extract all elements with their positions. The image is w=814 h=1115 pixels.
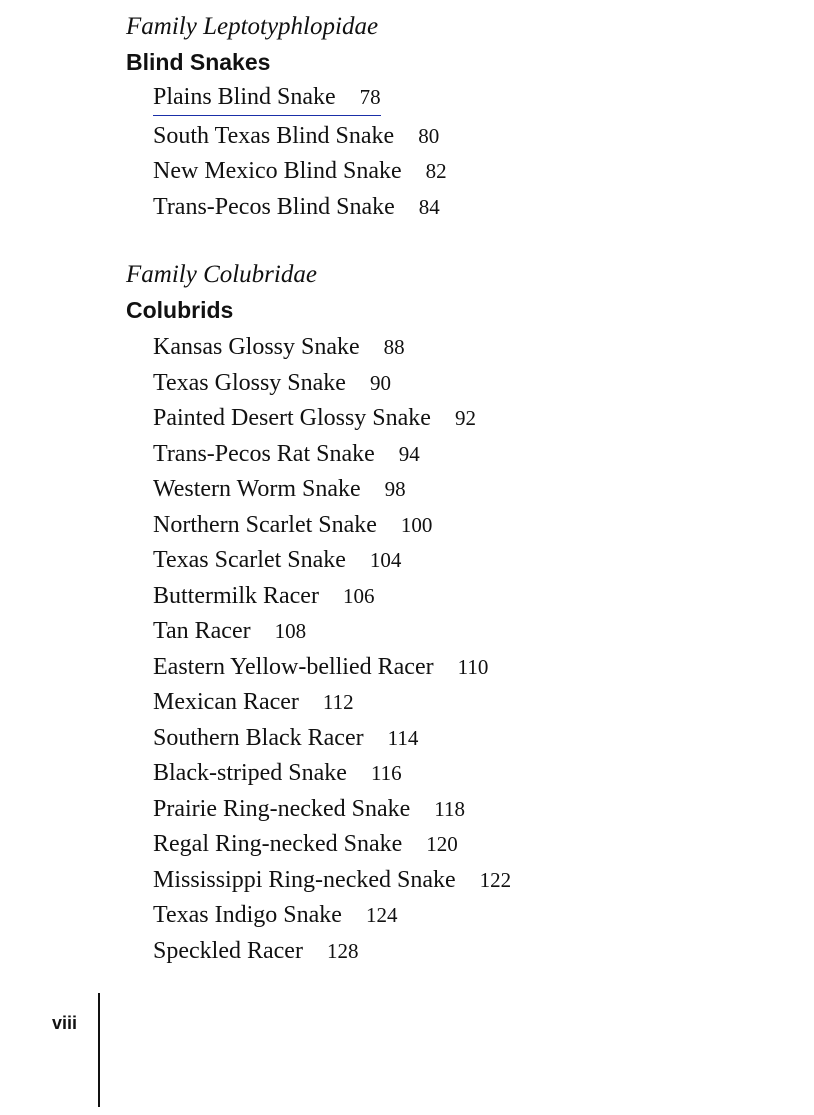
entry-page: 84 [418,194,440,219]
entry-name: New Mexico Blind Snake [153,158,402,184]
entry-name: Southern Black Racer [153,724,364,751]
entry-name: Tan Racer [153,618,251,644]
toc-entry[interactable] [153,366,511,402]
entry-name: Trans-Pecos Rat Snake [153,440,375,467]
entry-name: Painted Desert Glossy Snake [153,405,431,431]
entry-page: 112 [322,690,354,714]
toc-entry[interactable] [153,827,511,863]
family-heading-colubridae: Family Colubridae [126,261,317,288]
toc-entry[interactable] [153,190,447,226]
entry-page: 110 [457,654,489,679]
toc-entry[interactable] [153,898,511,934]
entry-page: 124 [365,903,398,927]
entry-page: 88 [383,335,405,359]
entry-page: 122 [479,867,512,892]
toc-entry[interactable] [153,119,447,155]
page-folio: viii [52,1013,78,1033]
entry-name: Speckled Racer [153,937,303,964]
toc-entry[interactable] [153,756,511,792]
toc-entry[interactable] [153,685,511,721]
toc-entry[interactable] [153,472,511,508]
entry-page: 98 [384,477,406,501]
toc-entry[interactable] [153,792,511,828]
entry-name: Western Worm Snake [153,476,361,502]
group-heading-blind-snakes: Blind Snakes [126,49,271,75]
entry-page: 100 [400,512,433,537]
entry-page: 104 [369,548,402,572]
toc-entry[interactable] [153,934,511,970]
entry-page: 78 [359,85,381,109]
entry-page: 90 [369,370,391,395]
margin-rule [98,993,100,1107]
toc-list-colubrids [153,330,511,969]
toc-entry[interactable] [153,721,511,757]
toc-entry[interactable] [153,543,511,579]
entry-page: 114 [387,725,419,750]
entry-name: Mexican Racer [153,689,299,715]
entry-name: Black-striped Snake [153,760,347,786]
entry-name: Texas Glossy Snake [153,369,346,396]
entry-page: 80 [418,123,440,148]
toc-entry[interactable] [153,82,447,119]
toc-entry[interactable] [153,650,511,686]
entry-page: 118 [434,796,465,821]
toc-entry[interactable] [153,401,511,437]
toc-entry[interactable] [153,863,511,899]
entry-name: Mississippi Ring-necked Snake [153,866,456,893]
toc-entry-link[interactable] [153,82,381,116]
entry-page: 116 [370,761,402,785]
entry-page: 82 [425,159,447,183]
toc-entry[interactable] [153,614,511,650]
toc-list-blind-snakes [153,82,447,225]
entry-name: Buttermilk Racer [153,582,319,609]
entry-page: 92 [454,406,476,430]
entry-page: 106 [342,583,375,608]
entry-name: Regal Ring-necked Snake [153,831,403,857]
entry-page: 94 [398,441,420,466]
toc-entry[interactable] [153,508,511,544]
entry-name: Plains Blind Snake [153,84,336,110]
entry-name: South Texas Blind Snake [153,122,395,149]
family-heading-leptotyphlopidae: Family Leptotyphlopidae [126,13,379,40]
toc-entry[interactable] [153,437,511,473]
entry-name: Northern Scarlet Snake [153,511,377,538]
entry-page: 120 [426,832,458,856]
entry-name: Texas Indigo Snake [153,902,342,928]
group-heading-colubrids: Colubrids [126,297,234,323]
entry-page: 108 [274,619,307,643]
entry-name: Prairie Ring-necked Snake [153,795,411,822]
entry-page: 128 [326,938,359,963]
entry-name: Kansas Glossy Snake [153,334,360,360]
entry-name: Trans-Pecos Blind Snake [153,193,395,220]
entry-name: Eastern Yellow-bellied Racer [153,653,434,680]
toc-entry[interactable] [153,154,447,190]
toc-entry[interactable] [153,330,511,366]
entry-name: Texas Scarlet Snake [153,547,346,573]
toc-entry[interactable] [153,579,511,615]
